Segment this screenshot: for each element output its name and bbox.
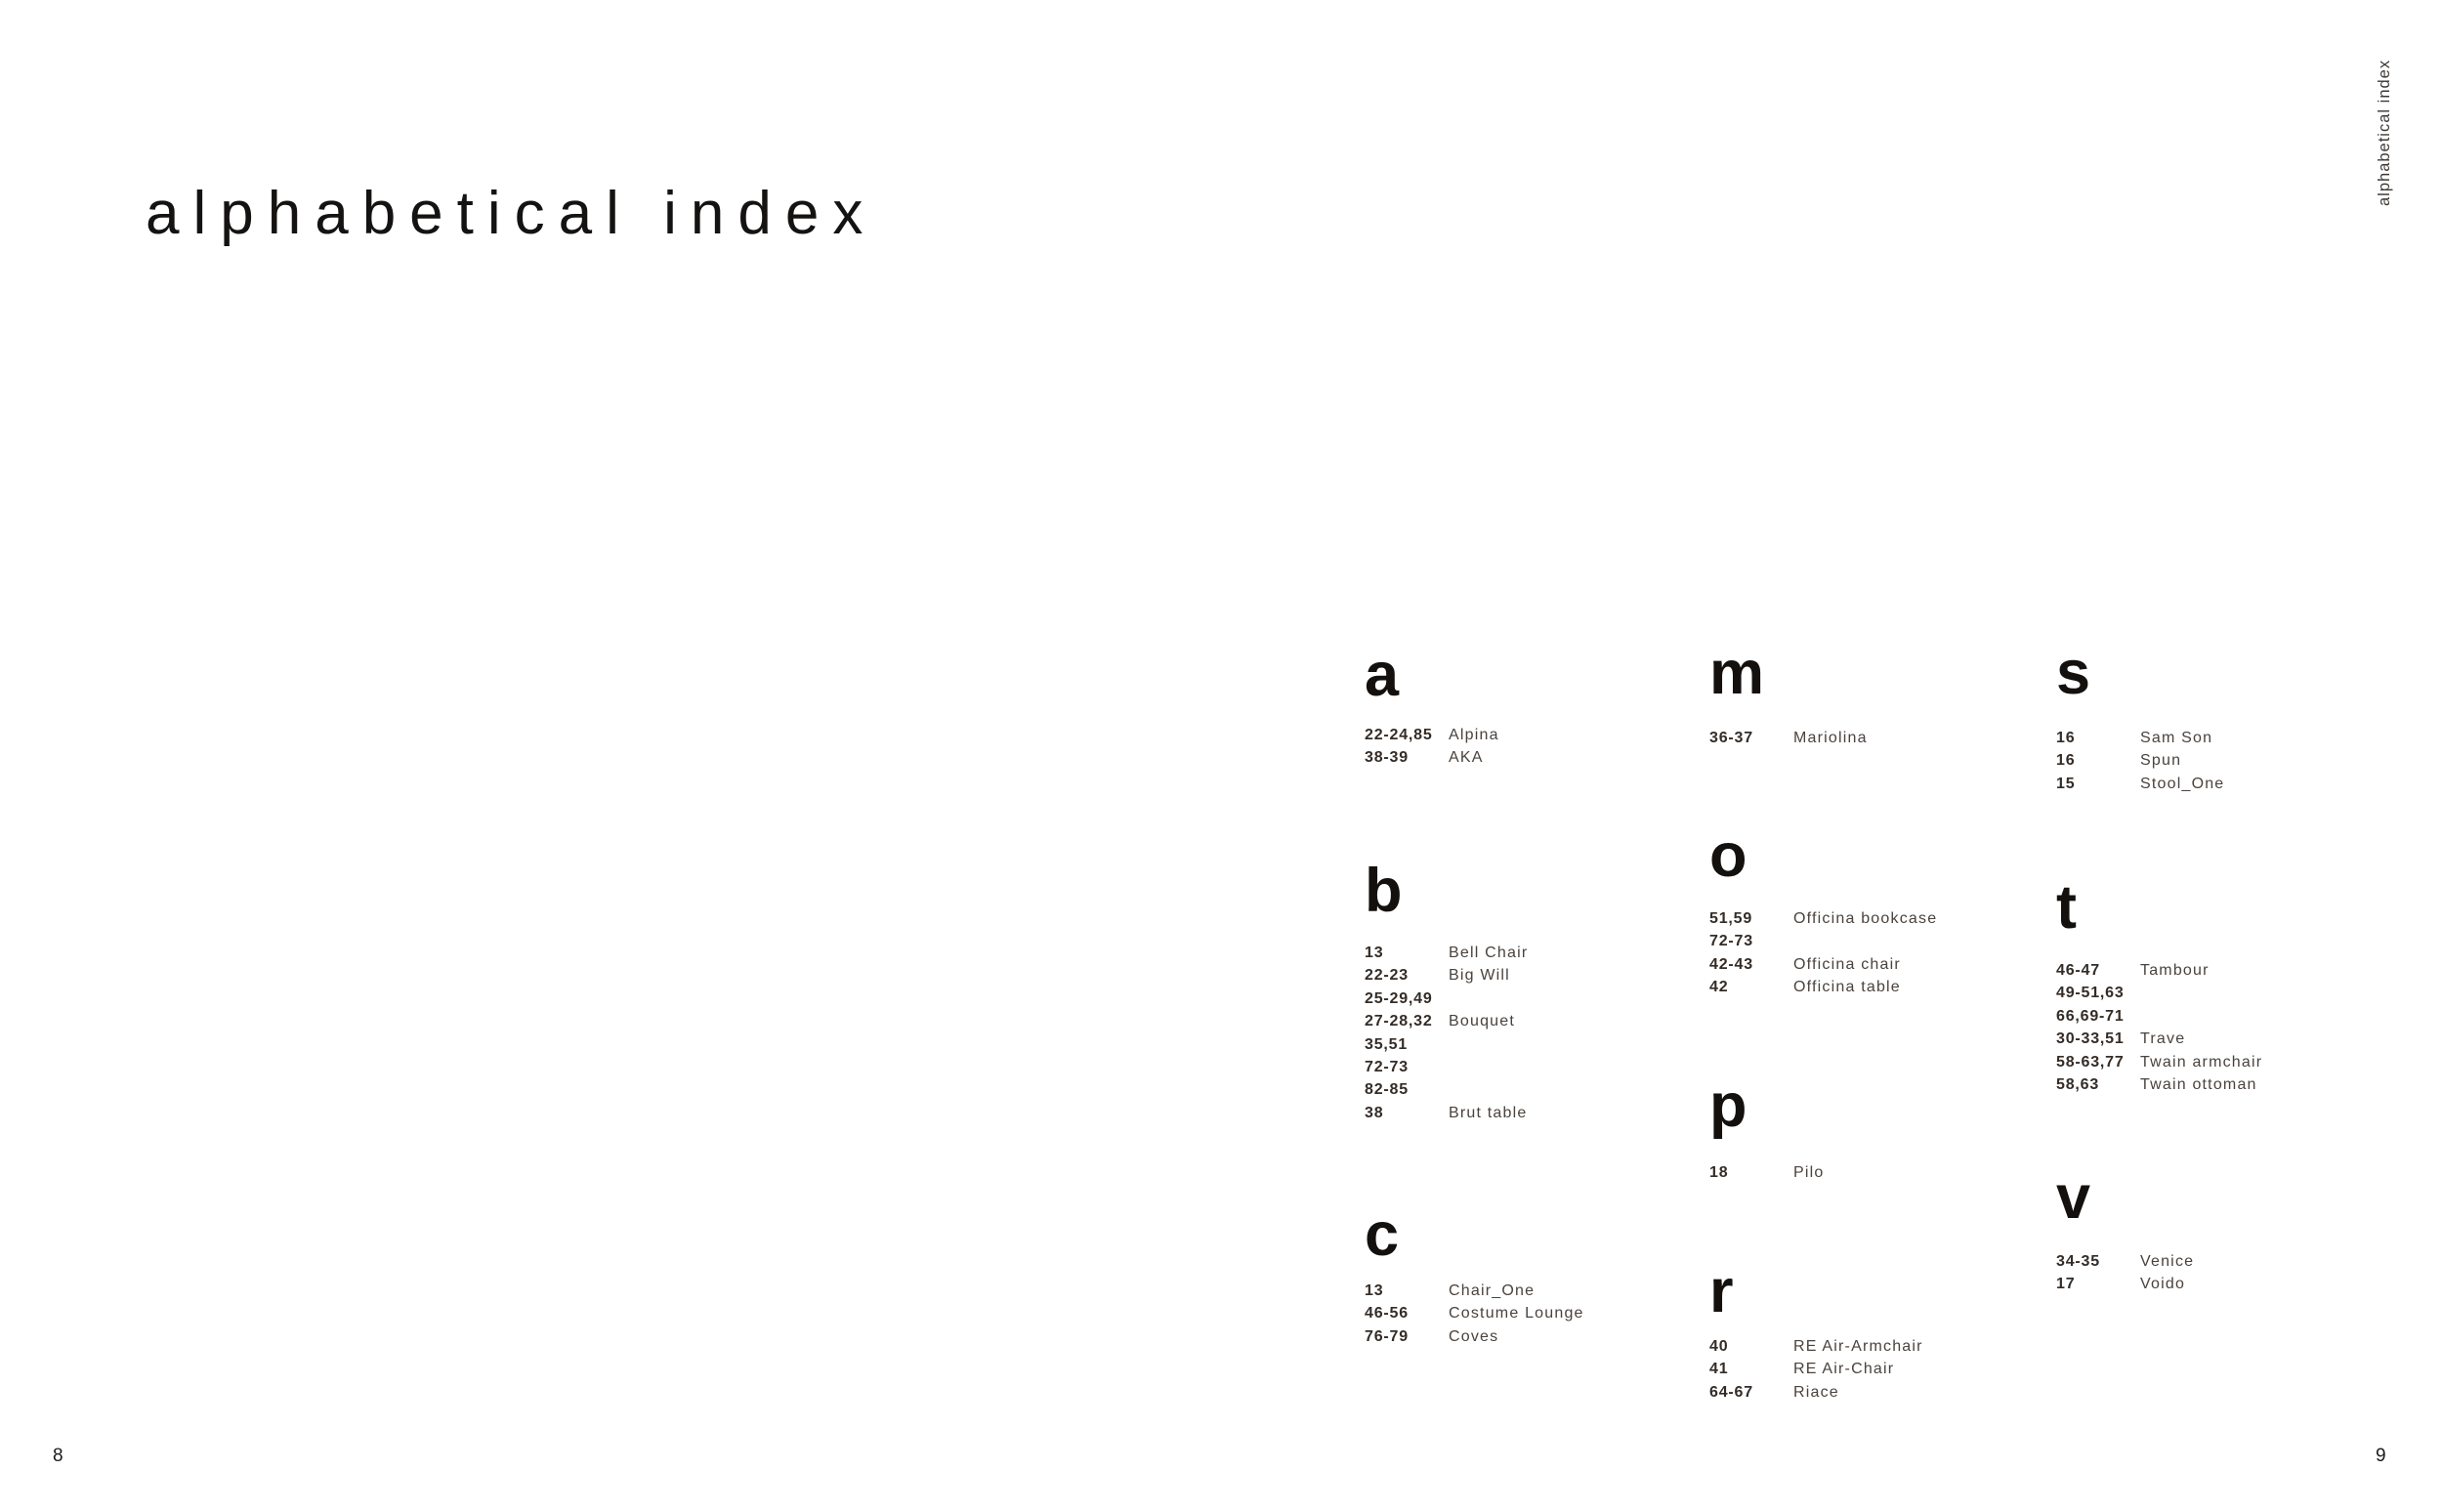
entry-product-name: Trave [2140, 1030, 2186, 1048]
section-letter: c [1365, 1200, 1400, 1269]
entry-product-name: Voido [2140, 1276, 2186, 1293]
entry-page-numbers: 82-85 [1365, 1081, 1409, 1099]
index-section-s [2056, 639, 2379, 795]
entry-page-numbers: 22-24,85 [1365, 727, 1433, 743]
entry-page-numbers: 17 [2056, 1276, 2076, 1293]
index-entry [1709, 953, 2032, 976]
index-entry [1365, 1010, 1687, 1032]
index-entry [1365, 964, 1687, 987]
entry-page-numbers: 30-33,51 [2056, 1030, 2125, 1048]
index-entry [1709, 1381, 2032, 1404]
index-entry [1365, 1325, 1687, 1348]
section-letter: p [1709, 1071, 1747, 1140]
index-entry [1365, 987, 1687, 1010]
index-entry [2056, 1051, 2379, 1073]
index-entry [2056, 1005, 2379, 1028]
entry-page-numbers: 34-35 [2056, 1253, 2100, 1270]
entry-page-numbers: 13 [1365, 945, 1384, 961]
index-section-v [2056, 1163, 2379, 1296]
page-title: alphabetical index [146, 179, 877, 247]
section-letter: r [1709, 1257, 1734, 1325]
entry-product-name: Officina bookcase [1793, 910, 1938, 927]
entry-product-name: Tambour [2140, 962, 2210, 979]
index-entry [2056, 1273, 2379, 1295]
entry-page-numbers: 16 [2056, 730, 2076, 746]
index-entry [1709, 1161, 2032, 1184]
entry-product-name: Chair_One [1449, 1282, 1536, 1299]
index-entry [1365, 1102, 1687, 1124]
index-entry [1365, 942, 1687, 964]
index-entry [2056, 1250, 2379, 1273]
index-entry [1365, 746, 1687, 769]
entry-page-numbers: 35,51 [1365, 1035, 1409, 1053]
index-entry [1365, 1078, 1687, 1101]
index-entry [2056, 982, 2379, 1004]
index-entry [2056, 1073, 2379, 1096]
section-entries [1709, 727, 2032, 749]
section-entries [1365, 724, 1687, 770]
entry-product-name: Bouquet [1449, 1013, 1516, 1030]
index-section-b [1365, 857, 1687, 1124]
index-section-a [1365, 641, 1687, 770]
entry-product-name: Twain armchair [2140, 1053, 2263, 1071]
entry-page-numbers: 46-56 [1365, 1305, 1409, 1323]
entry-page-numbers: 41 [1709, 1361, 1729, 1378]
entry-product-name: RE Air-Armchair [1793, 1338, 1923, 1355]
index-entry [1365, 1033, 1687, 1056]
entry-product-name: Riace [1793, 1383, 1839, 1401]
entry-page-numbers: 46-47 [2056, 962, 2100, 979]
entry-product-name: Bell Chair [1449, 945, 1529, 961]
section-entries [1709, 907, 2032, 999]
entry-page-numbers: 40 [1709, 1338, 1729, 1355]
entry-page-numbers: 58,63 [2056, 1076, 2100, 1094]
entry-product-name: Twain ottoman [2140, 1076, 2257, 1094]
index-entry [1709, 727, 2032, 749]
entry-page-numbers: 72-73 [1709, 933, 1753, 950]
entry-page-numbers: 22-23 [1365, 967, 1409, 985]
index-entry [1709, 907, 2032, 930]
index-entry [2056, 1028, 2379, 1050]
entry-page-numbers: 16 [2056, 752, 2076, 770]
section-letter: s [2056, 639, 2091, 707]
index-entry [2056, 773, 2379, 795]
entry-product-name: RE Air-Chair [1793, 1361, 1895, 1378]
entry-product-name: Spun [2140, 752, 2182, 770]
index-entry [1709, 1358, 2032, 1380]
index-entry [1709, 1335, 2032, 1358]
index-section-p [1709, 1071, 2032, 1184]
entry-page-numbers: 66,69-71 [2056, 1007, 2125, 1025]
entry-product-name: AKA [1449, 749, 1484, 767]
section-entries [2056, 727, 2379, 795]
index-section-t [2056, 873, 2379, 1096]
entry-product-name: Officina chair [1793, 955, 1901, 973]
entry-page-numbers: 42-43 [1709, 955, 1753, 973]
entry-product-name: Pilo [1793, 1164, 1825, 1181]
section-letter: v [2056, 1163, 2091, 1232]
index-entry [2056, 749, 2379, 772]
entry-product-name: Mariolina [1793, 730, 1868, 746]
section-letter: a [1365, 641, 1400, 709]
index-section-o [1709, 821, 2032, 999]
entry-product-name: Sam Son [2140, 730, 2213, 746]
section-entries [1365, 942, 1687, 1124]
index-entry [2056, 727, 2379, 749]
index-entry [1365, 1056, 1687, 1078]
entry-page-numbers: 64-67 [1709, 1383, 1753, 1401]
page-number-right: 9 [2376, 1446, 2387, 1466]
entry-page-numbers: 76-79 [1365, 1327, 1409, 1345]
entry-product-name: Venice [2140, 1253, 2195, 1270]
page-number-left: 8 [53, 1446, 64, 1466]
index-section-m [1709, 639, 2032, 749]
entry-page-numbers: 36-37 [1709, 730, 1753, 746]
entry-product-name: Alpina [1449, 727, 1499, 743]
section-letter: m [1709, 639, 1765, 707]
index-section-r [1709, 1257, 2032, 1404]
entry-product-name: Costume Lounge [1449, 1305, 1584, 1323]
index-section-c [1365, 1200, 1687, 1348]
entry-product-name: Coves [1449, 1327, 1499, 1345]
index-entry [1365, 1280, 1687, 1302]
entry-product-name: Officina table [1793, 979, 1901, 996]
section-letter: t [2056, 873, 2077, 942]
entry-product-name: Stool_One [2140, 775, 2225, 792]
entry-page-numbers: 49-51,63 [2056, 985, 2125, 1002]
entry-product-name: Big Will [1449, 967, 1510, 985]
entry-page-numbers: 27-28,32 [1365, 1013, 1433, 1030]
index-entry [1709, 976, 2032, 998]
entry-page-numbers: 58-63,77 [2056, 1053, 2125, 1071]
entry-page-numbers: 38-39 [1365, 749, 1409, 767]
entry-page-numbers: 25-29,49 [1365, 989, 1433, 1007]
section-entries [1365, 1280, 1687, 1348]
section-letter: b [1365, 857, 1403, 925]
entry-page-numbers: 72-73 [1365, 1059, 1409, 1076]
vertical-running-header: alphabetical index [2376, 59, 2393, 206]
section-entries [1709, 1335, 2032, 1404]
section-entries [2056, 1250, 2379, 1296]
entry-page-numbers: 51,59 [1709, 910, 1753, 927]
entry-page-numbers: 13 [1365, 1282, 1384, 1299]
index-entry [1365, 724, 1687, 746]
index-entry [2056, 959, 2379, 982]
entry-page-numbers: 42 [1709, 979, 1729, 996]
index-entry [1365, 1302, 1687, 1324]
entry-page-numbers: 38 [1365, 1104, 1384, 1121]
index-entry [1709, 930, 2032, 952]
section-letter: o [1709, 821, 1747, 890]
entry-page-numbers: 15 [2056, 775, 2076, 792]
section-entries [2056, 959, 2379, 1096]
entry-product-name: Brut table [1449, 1104, 1528, 1121]
entry-page-numbers: 18 [1709, 1164, 1729, 1181]
section-entries [1709, 1161, 2032, 1184]
